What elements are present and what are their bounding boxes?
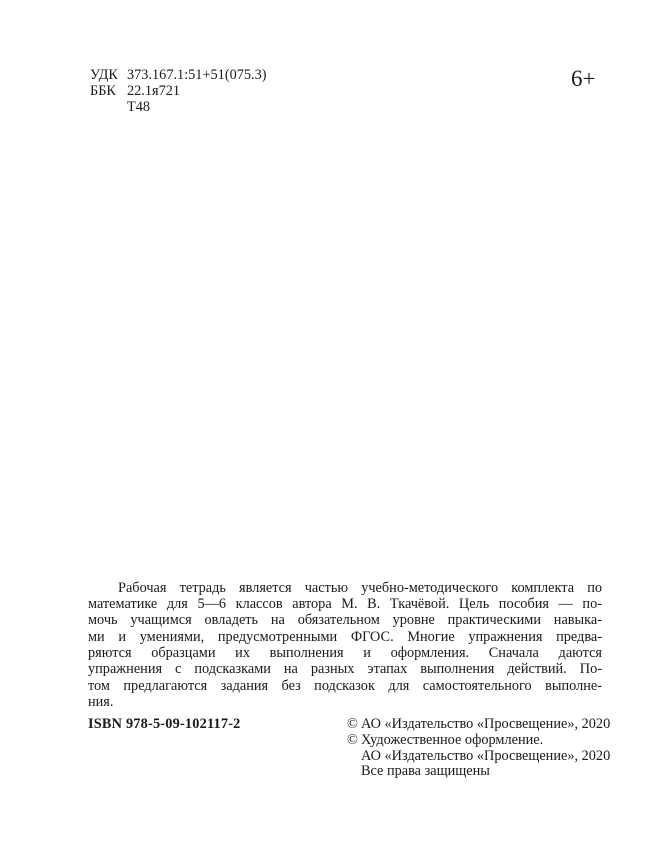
copyright-text: АО «Издательство «Просвещение», 2020 bbox=[361, 716, 611, 732]
udk-value: 373.167.1:51+51(075.3) bbox=[127, 67, 267, 83]
bbk-value: 22.1я721 bbox=[127, 83, 181, 99]
age-rating: 6+ bbox=[571, 66, 596, 91]
annotation-line: упражнения с подсказками на разных этапах выполнения действий. По- bbox=[88, 661, 602, 677]
copyright-line bbox=[347, 748, 610, 764]
annotation-line: том предлагаются задания без подсказок для самостоятельного выполне- bbox=[88, 678, 602, 694]
rights-reserved: Все права защищены bbox=[361, 763, 490, 779]
author-mark: Т48 bbox=[127, 99, 151, 115]
annotation-line: ряются образцами их выполнения и оформления. Сначала даются bbox=[88, 645, 602, 661]
annotation-line: мочь учащимся овладеть на обязательном уровне практическими навыка- bbox=[88, 612, 602, 628]
copyright-line bbox=[347, 763, 490, 779]
udk-label: УДК bbox=[90, 67, 118, 83]
annotation-line: ния. bbox=[88, 694, 114, 710]
copyright-symbol: © bbox=[347, 716, 358, 732]
copyright-line bbox=[347, 716, 610, 732]
isbn: ISBN 978-5-09-102117-2 bbox=[88, 716, 241, 732]
annotation-line: ми и умениями, предусмотренными ФГОС. Многие упражнения предва- bbox=[88, 629, 602, 645]
copyright-text: АО «Издательство «Просвещение», 2020 bbox=[361, 748, 611, 764]
copyright-symbol: © bbox=[347, 732, 358, 748]
annotation-line: математике для 5—6 классов автора М. В. Ткачёвой. Цель пособия — по- bbox=[88, 596, 602, 612]
copyright-line bbox=[347, 732, 543, 748]
bbk-label: ББК bbox=[90, 83, 116, 99]
copyright-text: Художественное оформление. bbox=[361, 732, 544, 748]
annotation-line: Рабочая тетрадь является частью учебно-методического комплекта по bbox=[118, 580, 602, 596]
